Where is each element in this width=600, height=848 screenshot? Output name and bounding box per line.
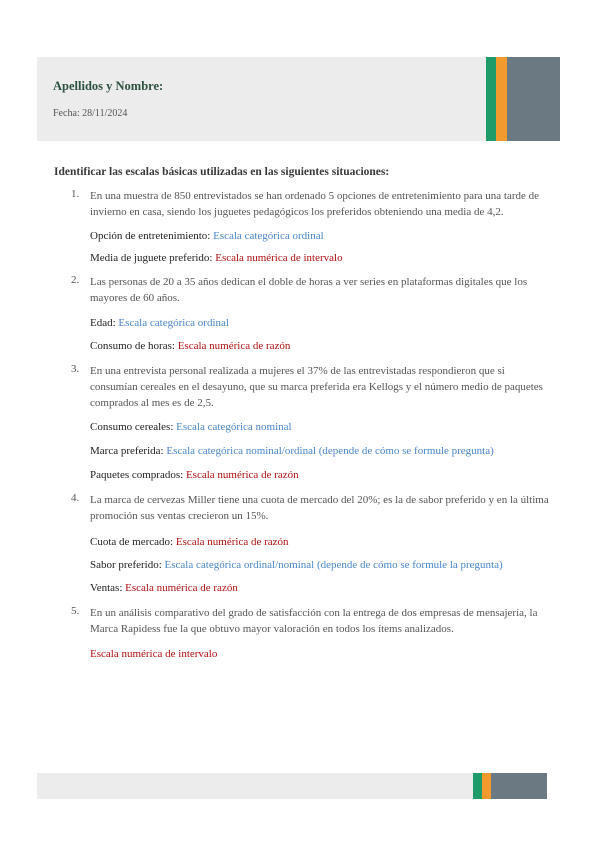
answer-label: Ventas <box>90 582 120 594</box>
answer-line <box>90 648 550 660</box>
answer-line: Consumo cereales: Escala categórica nominal <box>90 421 292 433</box>
item-question: Las personas de 20 a 35 años dedican el doble de horas a ver series en plataformas digitales que los mayores de 60 años. <box>90 276 528 304</box>
answer-value: Escala categórica ordinal <box>213 230 324 242</box>
item-question: En un análisis comparativo del grado de satisfacción con la entrega de dos empresas de mensajería, la Marca Rapidess fue la que obtuvo mayor valoración en todos los ítems analizados. <box>90 607 538 635</box>
answer-line: Marca preferida: Escala categórica nominal/ordinal (depende de cómo se formule pregunta) <box>90 445 494 457</box>
answer-label: Sabor preferido <box>90 559 159 571</box>
answer-label: Cuota de mercado <box>90 536 171 548</box>
answer-value: Escala categórica ordinal <box>118 317 229 329</box>
item-number: 4. <box>71 492 80 504</box>
header-band <box>37 57 560 141</box>
answer-line: Sabor preferido: Escala categórica ordinal/nominal (depende de cómo se formule la pregunta) <box>90 559 503 571</box>
answer-label: Edad <box>90 317 113 329</box>
item-number: 3. <box>71 363 80 375</box>
list-item <box>54 363 550 481</box>
answer-line: Cuota de mercado: Escala numérica de razón <box>90 536 289 548</box>
answer-label: Paquetes comprados <box>90 469 181 481</box>
decor-stripe-orange <box>496 57 507 141</box>
item-question: En una entrevista personal realizada a mujeres el 37% de las entrevistadas respondieron que si consumían cereales en el desayuno, que su marca preferida era Kellogs y el número medio de paquetes comprados al mes es de 2,5. <box>90 365 543 409</box>
answer-value: Escala categórica nominal/ordinal (depende de cómo se formule pregunta) <box>166 445 494 457</box>
answer-line: Ventas: Escala numérica de razón <box>90 582 238 594</box>
answer-value: Escala numérica de razón <box>125 582 238 594</box>
item-question: En una muestra de 850 entrevistados se han ordenado 5 opciones de entretenimiento para una tarde de invierno en casa, siendo los juguetes pedagógicos los preferidos obteniendo una media de 4,2. <box>90 190 540 218</box>
decor-stripe-orange <box>482 773 491 799</box>
answer-label: Opción de entretenimiento <box>90 230 208 242</box>
footer-band <box>37 773 547 799</box>
item-number: 5. <box>71 605 80 617</box>
answer-line: Opción de entretenimiento: Escala categórica ordinal <box>90 230 324 242</box>
name-label: Apellidos y Nombre: <box>53 79 164 93</box>
decor-stripe-green <box>486 57 496 141</box>
list-item <box>54 188 550 264</box>
answer-line: Media de juguete preferido: Escala numérica de intervalo <box>90 252 343 264</box>
answer-label: Consumo cereales <box>90 421 171 433</box>
answer-label: Media de juguete preferido <box>90 252 210 264</box>
answer-label: Marca preferida <box>90 445 161 457</box>
date-line: Fecha: 28/11/2024 <box>53 108 128 119</box>
decor-stripe-gray <box>507 57 560 141</box>
answer-line: Paquetes comprados: Escala numérica de razón <box>90 469 299 481</box>
list-item <box>54 274 550 352</box>
list-item <box>54 605 550 660</box>
answer-line: Edad: Escala categórica ordinal <box>90 317 229 329</box>
decor-stripe-gray <box>491 773 547 799</box>
answer-label: Consumo de horas <box>90 340 172 352</box>
answer-value: Escala categórica nominal <box>176 421 292 433</box>
answer-value: Escala numérica de razón <box>175 536 289 548</box>
answer-value: Escala numérica de razón <box>177 340 291 352</box>
item-number: 2. <box>71 274 80 286</box>
answer-value: Escala numérica de intervalo <box>215 252 343 264</box>
document-body <box>54 166 550 660</box>
answer-line: Consumo de horas: Escala numérica de razón <box>90 340 291 352</box>
answer-value: Escala numérica de razón <box>185 469 299 481</box>
intro-heading: Identificar las escalas básicas utilizadas en las siguientes situaciones: <box>54 166 390 178</box>
answer-value: Escala categórica ordinal/nominal (depende de cómo se formule la pregunta) <box>164 559 503 571</box>
list-item <box>54 492 550 594</box>
decor-stripe-green <box>473 773 482 799</box>
item-number: 1. <box>71 188 80 200</box>
item-question: La marca de cervezas Miller tiene una cuota de mercado del 20%; es la de sabor preferido y en la última promoción sus ventas crecieron un 15%. <box>90 494 549 522</box>
answer-value: Escala numérica de intervalo <box>90 648 218 660</box>
